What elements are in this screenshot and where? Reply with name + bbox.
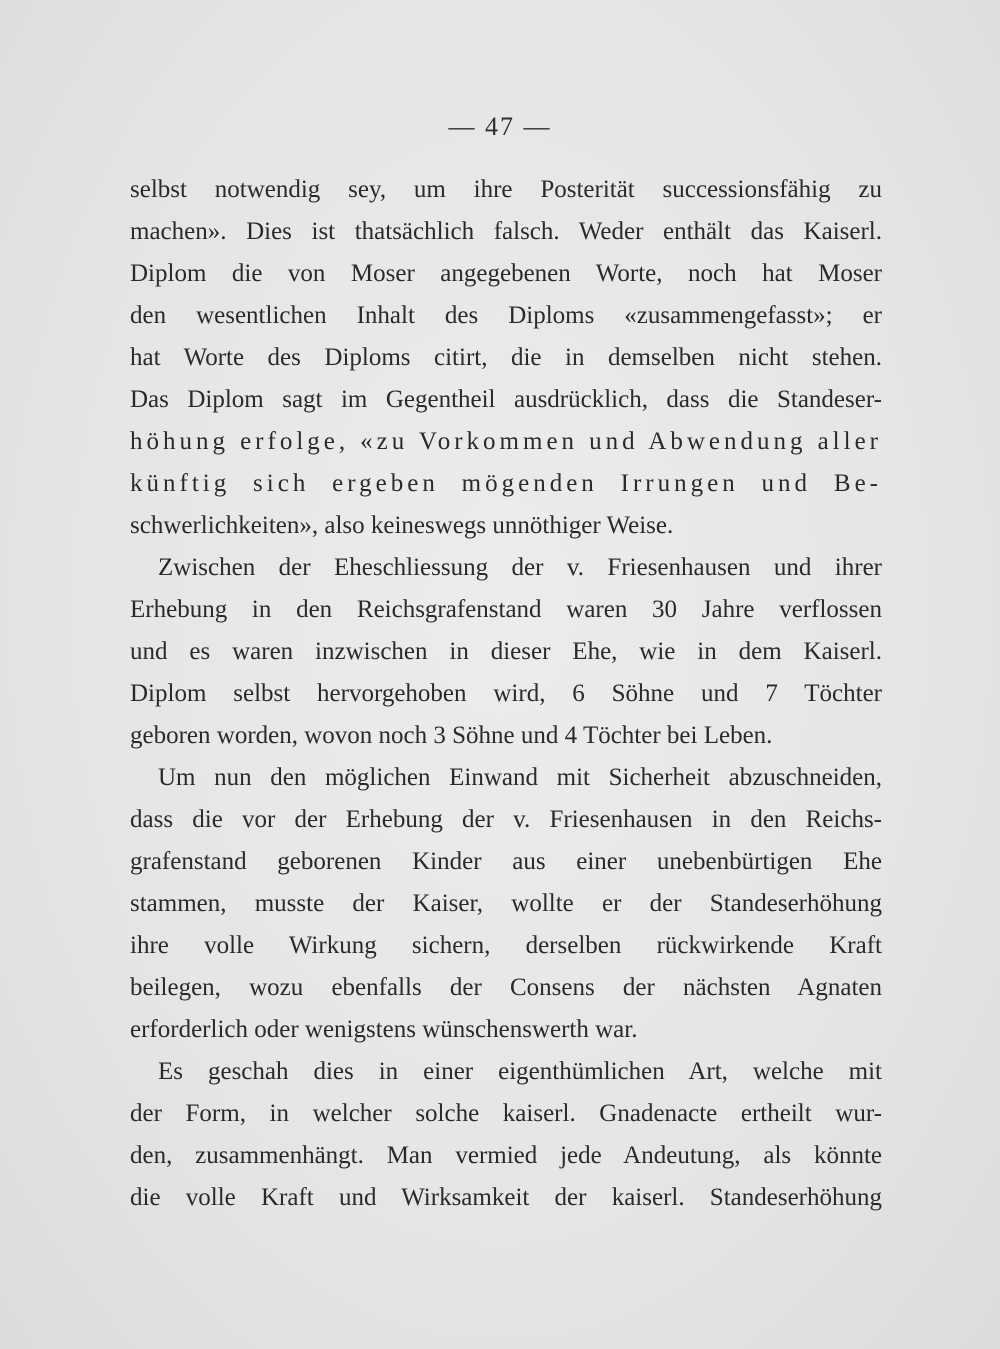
text-line: Diplom die von Moser angegebenen Worte, noch hat Moser bbox=[130, 260, 882, 287]
text-line: höhung erfolge, «zu Vorkommen und Abwendung aller bbox=[130, 428, 882, 455]
text-line: den, zusammenhängt. Man vermied jede Andeutung, als könnte bbox=[130, 1142, 882, 1169]
text-line: Erhebung in den Reichsgrafenstand waren 30 Jahre verflossen bbox=[130, 596, 882, 623]
text-line: stammen, musste der Kaiser, wollte er der Standeserhöhung bbox=[130, 890, 882, 917]
text-line: der Form, in welcher solche kaiserl. Gnadenacte ertheilt wur- bbox=[130, 1100, 882, 1127]
text-line: geboren worden, wovon noch 3 Söhne und 4 Töchter bei Leben. bbox=[130, 722, 773, 749]
text-line: hat Worte des Diploms citirt, die in demselben nicht stehen. bbox=[130, 344, 882, 371]
text-line: die volle Kraft und Wirksamkeit der kaiserl. Standeserhöhung bbox=[130, 1184, 882, 1211]
text-line: grafenstand geborenen Kinder aus einer unebenbürtigen Ehe bbox=[130, 848, 882, 875]
text-line: den wesentlichen Inhalt des Diploms «zusammengefasst»; er bbox=[130, 302, 882, 329]
text-line: ihre volle Wirkung sichern, derselben rückwirkende Kraft bbox=[130, 932, 882, 959]
text-line: künftig sich ergeben mögenden Irrungen und Be- bbox=[130, 470, 882, 497]
text-line: selbst notwendig sey, um ihre Posterität successionsfähig zu bbox=[130, 176, 882, 203]
text-line: Um nun den möglichen Einwand mit Sicherheit abzuschneiden, bbox=[158, 764, 882, 791]
text-line: schwerlichkeiten», also keineswegs unnöthiger Weise. bbox=[130, 512, 674, 539]
text-line: Es geschah dies in einer eigenthümlichen Art, welche mit bbox=[158, 1058, 882, 1085]
text-line: Diplom selbst hervorgehoben wird, 6 Söhne und 7 Töchter bbox=[130, 680, 882, 707]
text-line: dass die vor der Erhebung der v. Friesenhausen in den Reichs- bbox=[130, 806, 882, 833]
text-line: Zwischen der Eheschliessung der v. Friesenhausen und ihrer bbox=[158, 554, 882, 581]
text-line: beilegen, wozu ebenfalls der Consens der nächsten Agnaten bbox=[130, 974, 882, 1001]
text-line: erforderlich oder wenigstens wünschenswerth war. bbox=[130, 1016, 638, 1043]
text-line: und es waren inzwischen in dieser Ehe, wie in dem Kaiserl. bbox=[130, 638, 882, 665]
text-line: machen». Dies ist thatsächlich falsch. Weder enthält das Kaiserl. bbox=[130, 218, 882, 245]
page-number: — 47 — bbox=[448, 112, 552, 141]
text-line: Das Diplom sagt im Gegentheil ausdrücklich, dass die Standeser- bbox=[130, 386, 882, 413]
